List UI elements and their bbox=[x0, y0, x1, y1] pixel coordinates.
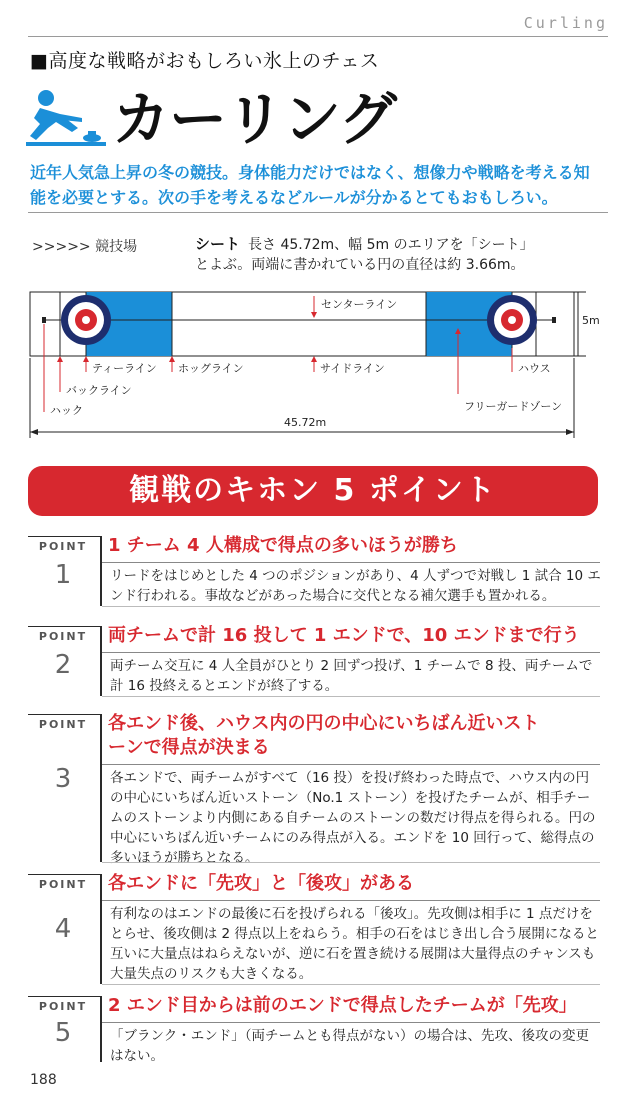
section-label: Curling bbox=[523, 14, 608, 32]
tee-line-label: ティーライン bbox=[92, 362, 157, 375]
curling-athlete-icon bbox=[26, 88, 106, 148]
point-tag: POINT bbox=[38, 630, 88, 643]
free-guard-zone-label: フリーガードゾーン bbox=[464, 400, 563, 413]
point-5 bbox=[28, 996, 600, 1062]
venue-description bbox=[195, 234, 535, 275]
point-1 bbox=[28, 536, 600, 606]
point-body: 両チーム交互に 4 人全員がひとり 2 回ずつ投げ、1 チームで 8 投、両チームで計 16 投終えるとエンドが終了する。 bbox=[110, 658, 593, 694]
points-banner: 観戦のキホン 5 ポイント bbox=[28, 466, 598, 516]
back-line-label: バックライン bbox=[66, 384, 132, 397]
length-label: 45.72m bbox=[284, 416, 327, 429]
page-title: カーリング bbox=[112, 85, 396, 153]
point-tag: POINT bbox=[38, 878, 88, 891]
point-number: 4 bbox=[54, 914, 72, 944]
point-heading: 1 チーム 4 人構成で得点の多いほうが勝ち bbox=[108, 535, 458, 556]
point-tag: POINT bbox=[38, 540, 88, 553]
point-body: 有利なのはエンドの最後に石を投げられる「後攻」。先攻側は相手に 1 点だけをとらせ、後攻側は 2 得点以上をねらう。相手の石をはじき出し合う展開になると互いに大量点はねらえないが、逆に石を置き続ける展開は大量得点のチャンスも大量失点のリスクも大きくなる。 bbox=[110, 906, 599, 982]
point-number: 5 bbox=[54, 1018, 72, 1048]
hack-label: ハック bbox=[50, 404, 83, 417]
point-heading: 2 エンド目からは前のエンドで得点したチームが「先攻」 bbox=[108, 995, 577, 1016]
subtitle: ■高度な戦略がおもしろい氷上のチェス bbox=[30, 50, 380, 72]
width-label: 5m bbox=[582, 314, 600, 327]
venue-description-text: 長さ 45.72m、幅 5m のエリアを「シート」とよぶ。両端に書かれている円の直径は約 3.66m。 bbox=[195, 237, 534, 273]
page-number: 188 bbox=[30, 1072, 57, 1088]
point-tag: POINT bbox=[38, 718, 88, 731]
house-left bbox=[61, 295, 111, 345]
venue-term: シート bbox=[195, 235, 241, 253]
venue-label: >>>>> 競技場 bbox=[32, 239, 138, 255]
side-line-label: サイドライン bbox=[320, 362, 385, 375]
header-divider bbox=[28, 36, 608, 37]
point-number: 3 bbox=[54, 764, 72, 794]
lead-paragraph: 近年人気急上昇の冬の競技。身体能力だけではなく、想像力や戦略を考える知能を必要とする。次の手を考えるなどルールが分かるとてもおもしろい。 bbox=[30, 163, 590, 207]
point-body: 各エンドで、両チームがすべて（16 投）を投げ終わった時点で、ハウス内の円の中心にいちばん近いストーン（No.1 ストーン）を投げたチームが、相手チームのストーンより内側にある自チームのストーンの数だけ得点を得られる。円の中心にいちばん近いチームにのみ得点が入る。エンドを 10 回行って、総得点の多いほうが勝ちとなる。 bbox=[110, 770, 596, 866]
point-2 bbox=[28, 626, 600, 696]
point-4 bbox=[28, 874, 600, 984]
point-heading: 各エンド後、ハウス内の円の中心にいちばん近いストーンで得点が決まる bbox=[108, 713, 540, 758]
point-number: 1 bbox=[54, 560, 72, 590]
lead-divider bbox=[28, 212, 608, 213]
point-body: リードをはじめとした 4 つのポジションがあり、4 人ずつで対戦し 1 試合 10 エンド行われる。事故などがあった場合に交代となる補欠選手も置かれる。 bbox=[110, 568, 601, 604]
sheet-diagram bbox=[24, 282, 604, 442]
point-body: 「ブランク・エンド」（両チームとも得点がない）の場合は、先攻、後攻の変更はない。 bbox=[110, 1028, 589, 1064]
house-right bbox=[487, 295, 537, 345]
point-heading: 両チームで計 16 投して 1 エンドで、10 エンドまで行う bbox=[108, 625, 580, 646]
hack-right bbox=[552, 317, 556, 323]
point-heading: 各エンドに「先攻」と「後攻」がある bbox=[108, 873, 414, 894]
house-label: ハウス bbox=[518, 362, 551, 375]
center-line-label: センターライン bbox=[321, 298, 398, 311]
point-3 bbox=[28, 713, 600, 866]
point-tag: POINT bbox=[38, 1000, 88, 1013]
hog-line-label: ホッグライン bbox=[178, 362, 244, 375]
point-number: 2 bbox=[54, 650, 72, 680]
hack-left bbox=[42, 317, 46, 323]
